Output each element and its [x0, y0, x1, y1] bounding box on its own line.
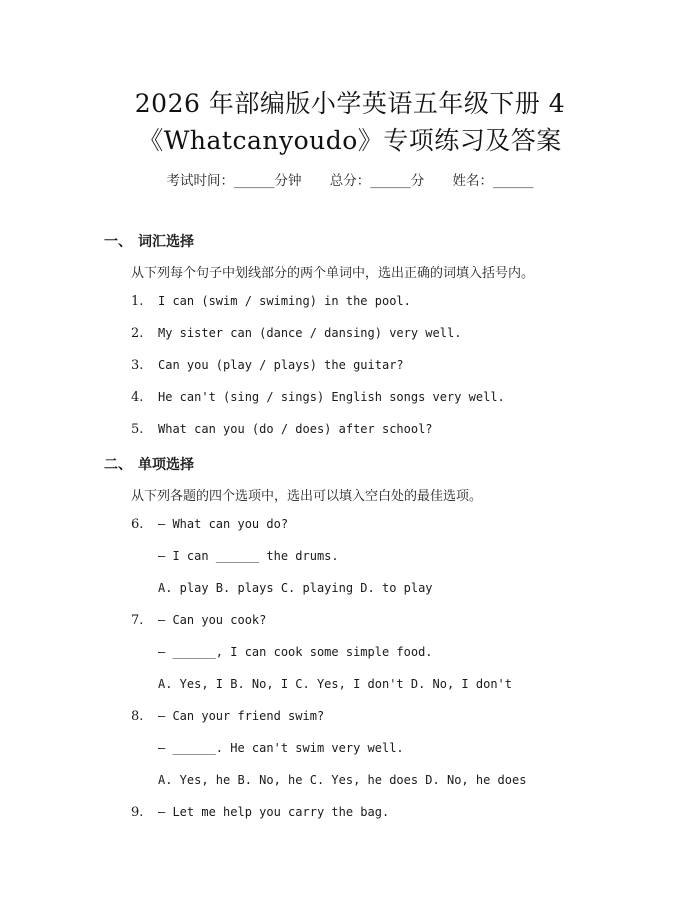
section-number: 一、: [104, 234, 132, 250]
exam-meta: [0, 169, 700, 189]
question-number: 3.: [131, 358, 144, 373]
exam-time: 考试时间：______分钟: [166, 173, 302, 189]
question-prompt: — Let me help you carry the bag.: [158, 805, 390, 819]
question-prompt: — What can you do?: [158, 517, 289, 531]
student-name: 姓名：______: [452, 173, 534, 189]
question-response: — I can ______ the drums.: [158, 549, 339, 563]
page-title-line2: 《Whatcanyoudo》专项练习及答案: [138, 126, 562, 155]
section-title: 单项选择: [138, 457, 194, 473]
section-instruction-1: 从下列每个句子中划线部分的两个单词中，选出正确的词填入括号内。: [131, 266, 535, 281]
question-prompt: — Can you cook?: [158, 613, 267, 627]
question-text: My sister can (dance / dansing) very well.: [158, 326, 462, 340]
exam-score: 总分：______分: [329, 173, 425, 189]
section-number: 二、: [104, 457, 132, 473]
question-number: 2.: [131, 326, 144, 341]
question-options: A. Yes, I B. No, I C. Yes, I don't D. No, I don't: [158, 677, 513, 691]
section-heading-2: [104, 454, 194, 474]
question-number: 9.: [131, 805, 144, 820]
question-number: 5.: [131, 422, 144, 437]
question-response: — ______, I can cook some simple food.: [158, 645, 433, 659]
section-instruction-2: 从下列各题的四个选项中，选出可以填入空白处的最佳选项。: [131, 489, 483, 504]
question-number: 8.: [131, 709, 144, 724]
question-number: 7.: [131, 613, 144, 628]
question-options: A. Yes, he B. No, he C. Yes, he does D. No, he does: [158, 773, 527, 787]
question-text: Can you (play / plays) the guitar?: [158, 358, 404, 372]
section-title: 词汇选择: [138, 234, 194, 250]
page-title-line1: 2026 年部编版小学英语五年级下册 4: [134, 89, 566, 118]
question-number: 6.: [131, 517, 144, 532]
question-text: What can you (do / does) after school?: [158, 422, 433, 436]
question-text: He can't (sing / sings) English songs very well.: [158, 390, 505, 404]
question-text: I can (swim / swiming) in the pool.: [158, 294, 411, 308]
question-prompt: — Can your friend swim?: [158, 709, 325, 723]
question-number: 1.: [131, 294, 144, 309]
question-response: — ______. He can't swim very well.: [158, 741, 404, 755]
question-number: 4.: [131, 390, 144, 405]
question-options: A. play B. plays C. playing D. to play: [158, 581, 433, 595]
section-heading-1: [104, 231, 194, 251]
